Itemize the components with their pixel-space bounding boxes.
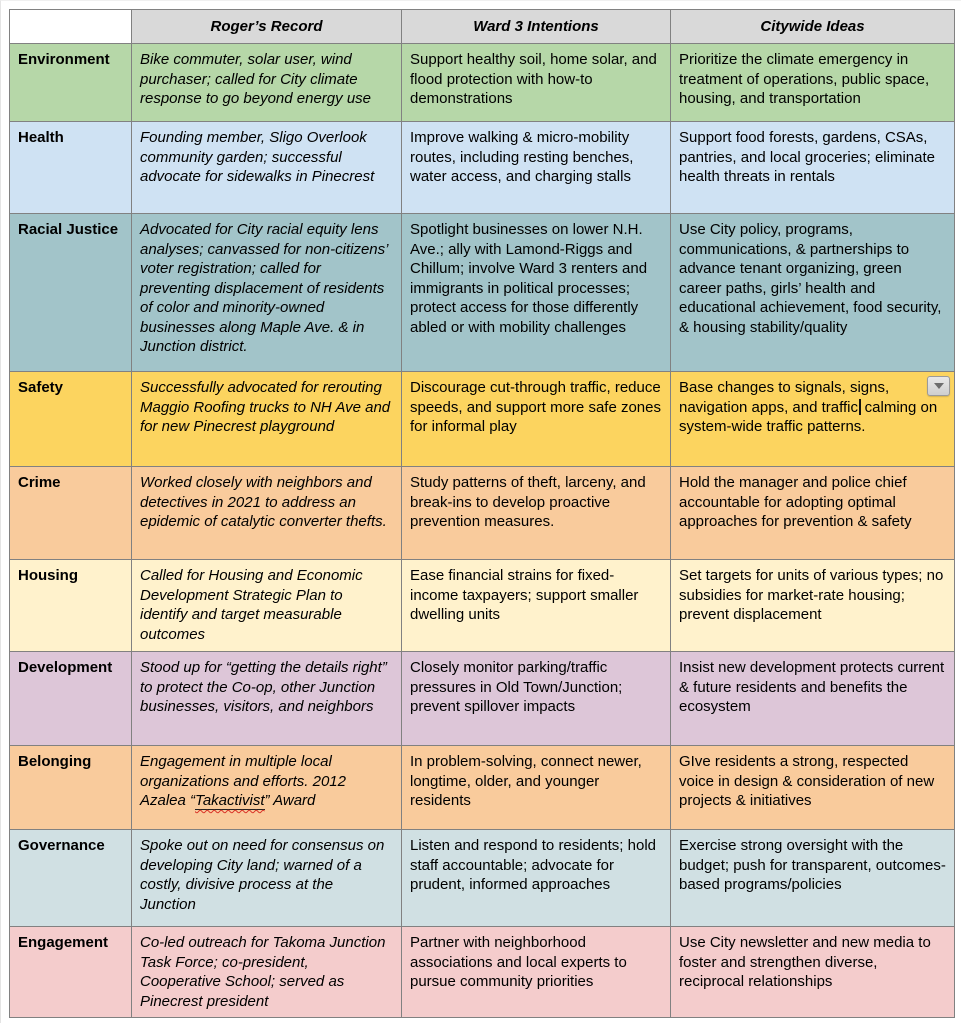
ward3-cell: In problem-solving, connect newer, longtime, older, and younger residents (402, 746, 671, 830)
record-cell: Worked closely with neighbors and detectives in 2021 to address an epidemic of catalytic converter thefts. (132, 467, 402, 560)
row-label-housing: Housing (10, 560, 132, 652)
row-label-safety: Safety (10, 372, 132, 467)
ward3-cell: Listen and respond to residents; hold staff accountable; advocate for prudent, informed approaches (402, 830, 671, 927)
ward3-cell: Partner with neighborhood associations and local experts to pursue community priorities (402, 927, 671, 1018)
row-label-crime: Crime (10, 467, 132, 560)
ward3-cell: Closely monitor parking/traffic pressures in Old Town/Junction; prevent spillover impacts (402, 652, 671, 746)
ward3-cell: Ease financial strains for fixed-income taxpayers; support smaller dwelling units (402, 560, 671, 652)
record-cell: Called for Housing and Economic Development Strategic Plan to identify and target measurable outcomes (132, 560, 402, 652)
header-ward3-intentions: Ward 3 Intentions (402, 10, 671, 44)
ward3-cell: Discourage cut-through traffic, reduce speeds, and support more safe zones for informal play (402, 372, 671, 467)
citywide-cell: Set targets for units of various types; no subsidies for market-rate housing; prevent displacement (671, 560, 955, 652)
down-triangle-icon (934, 383, 944, 389)
misspelled-word: Takactivist (195, 792, 265, 809)
row-label-racial-justice: Racial Justice (10, 214, 132, 372)
ward3-cell: Study patterns of theft, larceny, and break-ins to develop proactive prevention measures. (402, 467, 671, 560)
record-cell: Co-led outreach for Takoma Junction Task Force; co-president, Cooperative School; served as Pinecrest president (132, 927, 402, 1018)
citywide-cell: Prioritize the climate emergency in treatment of operations, public space, housing, and transportation (671, 44, 955, 122)
row-label-development: Development (10, 652, 132, 746)
record-cell: Founding member, Sligo Overlook community garden; successful advocate for sidewalks in Pinecrest (132, 122, 402, 214)
citywide-cell: Use City newsletter and new media to foster and strengthen diverse, reciprocal relationships (671, 927, 955, 1018)
citywide-cell-with-cursor (671, 372, 955, 467)
citywide-cell: Exercise strong oversight with the budget; push for transparent, outcomes-based programs/policies (671, 830, 955, 927)
row-label-governance: Governance (10, 830, 132, 927)
citywide-cell: GIve residents a strong, respected voice in design & consideration of new projects & initiatives (671, 746, 955, 830)
table-row-belonging (10, 746, 955, 830)
ward3-cell: Improve walking & micro-mobility routes, including resting benches, water access, and charging stalls (402, 122, 671, 214)
table-row-safety (10, 372, 955, 467)
row-label-environment: Environment (10, 44, 132, 122)
header-corner-cell (10, 10, 132, 44)
citywide-cell: Support food forests, gardens, CSAs, pantries, and local groceries; eliminate health threats in rentals (671, 122, 955, 214)
record-text-after: ” Award (264, 792, 316, 809)
table-row-development (10, 652, 955, 746)
row-label-belonging: Belonging (10, 746, 132, 830)
citywide-cell: Hold the manager and police chief accountable for adopting optimal approaches for prevention & safety (671, 467, 955, 560)
record-cell: Bike commuter, solar user, wind purchaser; called for City climate response to go beyond energy use (132, 44, 402, 122)
record-text-before: Engagement in multiple local organizations and efforts. 2012 Azalea “ (140, 753, 346, 809)
header-citywide-ideas: Citywide Ideas (671, 10, 955, 44)
record-cell: Advocated for City racial equity lens analyses; canvassed for non-citizens’ voter registration; called for preventing displacement of residents of color and minority-owned businesses along Maple Ave. & in Junction district. (132, 214, 402, 372)
row-label-engagement: Engagement (10, 927, 132, 1018)
table-row-racial-justice (10, 214, 955, 372)
table-row-engagement (10, 927, 955, 1018)
record-cell-with-misspelling (132, 746, 402, 830)
record-cell: Stood up for “getting the details right” to protect the Co-op, other Junction businesses, visitors, and neighbors (132, 652, 402, 746)
dropdown-arrow-icon[interactable] (927, 376, 950, 396)
table-row-health (10, 122, 955, 214)
table-row-crime (10, 467, 955, 560)
citywide-text-after-cursor: calming on system-wide traffic patterns. (679, 398, 938, 435)
citywide-cell: Use City policy, programs, communications, & partnerships to advance tenant organizing, green career paths, girls’ health and educational achievement, food security, & housing stability/quality (671, 214, 955, 372)
table-row-environment (10, 44, 955, 122)
ward3-cell: Spotlight businesses on lower N.H. Ave.; ally with Lamond-Riggs and Chillum; involve Ward 3 renters and immigrants in political processes; protect access for those differently abled or with mobility challenges (402, 214, 671, 372)
citywide-cell: Insist new development protects current & future residents and benefits the ecosystem (671, 652, 955, 746)
table-row-housing (10, 560, 955, 652)
record-cell: Spoke out on need for consensus on developing City land; warned of a costly, divisive process at the Junction (132, 830, 402, 927)
citywide-text-before-cursor: Base changes to signals, signs, navigation apps, and traffic (679, 379, 890, 416)
header-rogers-record: Roger’s Record (132, 10, 402, 44)
row-label-health: Health (10, 122, 132, 214)
record-cell: Successfully advocated for rerouting Maggio Roofing trucks to NH Ave and for new Pinecrest playground (132, 372, 402, 467)
table-row-governance (10, 830, 955, 927)
ward3-cell: Support healthy soil, home solar, and flood protection with how-to demonstrations (402, 44, 671, 122)
header-row (10, 10, 955, 44)
platform-table (9, 9, 955, 1018)
